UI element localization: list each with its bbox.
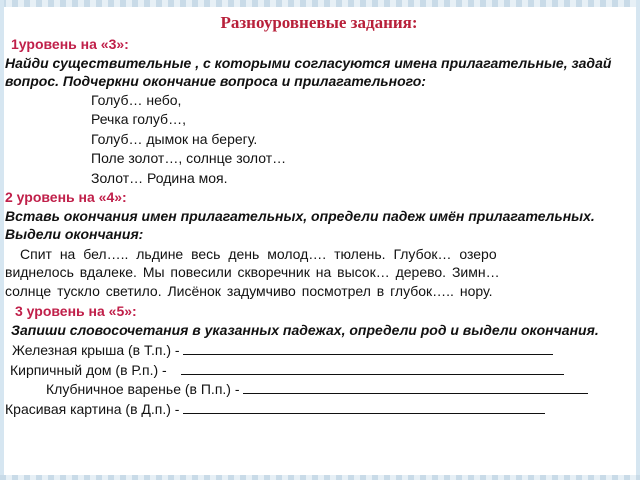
answer-blank[interactable] xyxy=(183,400,545,414)
text-line: Спит на бел….. льдине весь день молод…. тюлень. Глубок… озеро xyxy=(20,245,497,262)
answer-label: Железная крыша (в Т.п.) - xyxy=(12,342,180,358)
level-3-task: Запиши словосочетания в указанных падежах, определи род и выдели окончания. xyxy=(11,321,599,338)
answer-row xyxy=(5,341,633,361)
phrase-item: Речка голуб…, xyxy=(91,111,186,127)
right-border xyxy=(636,0,640,480)
top-border xyxy=(0,0,640,7)
answer-blank[interactable] xyxy=(243,380,588,394)
answer-label: Клубничное варенье (в П.п.) - xyxy=(46,381,240,397)
level-1-heading: 1уровень на «3»: xyxy=(11,36,129,52)
answer-label: Кирпичный дом (в Р.п.) - xyxy=(10,361,167,378)
phrase-item: Поле золот…, солнце золот… xyxy=(91,150,287,166)
answer-blank[interactable] xyxy=(181,361,564,375)
level-1-task: Найди существительные , с которыми согласуются имена прилагательные, задай вопрос. Подчеркни окончание вопроса и прилагательного: xyxy=(5,54,612,89)
level-3-heading: 3 уровень на «5»: xyxy=(15,303,137,319)
worksheet xyxy=(5,12,633,419)
answer-row xyxy=(5,400,633,420)
answer-row xyxy=(5,361,633,381)
text-line: виднелось вдалеке. Мы повесили скворечник на высок… дерево. Зимн… xyxy=(5,264,500,280)
answer-blank[interactable] xyxy=(183,341,553,355)
bottom-border xyxy=(0,475,640,480)
answer-row xyxy=(5,380,633,400)
text-line: солнце тускло светило. Лисёнок задумчиво посмотрел в глубок….. нору. xyxy=(5,282,493,299)
phrase-item: Золот… Родина моя. xyxy=(91,169,228,186)
phrase-item: Голуб… дымок на берегу. xyxy=(91,130,258,147)
level-2-heading: 2 уровень на «4»: xyxy=(5,189,127,205)
left-border xyxy=(0,0,4,480)
level-1-phrases xyxy=(5,91,633,189)
answer-label: Красивая картина (в Д.п.) - xyxy=(5,400,180,417)
phrase-item: Голуб… небо, xyxy=(91,91,182,108)
level-3-items xyxy=(5,341,633,419)
level-2-task: Вставь окончания имен прилагательных, определи падеж имён прилагательных. Выдели окончания: xyxy=(5,207,595,242)
page-title: Разноуровневые задания: xyxy=(220,13,418,32)
level-2-text xyxy=(5,245,633,301)
